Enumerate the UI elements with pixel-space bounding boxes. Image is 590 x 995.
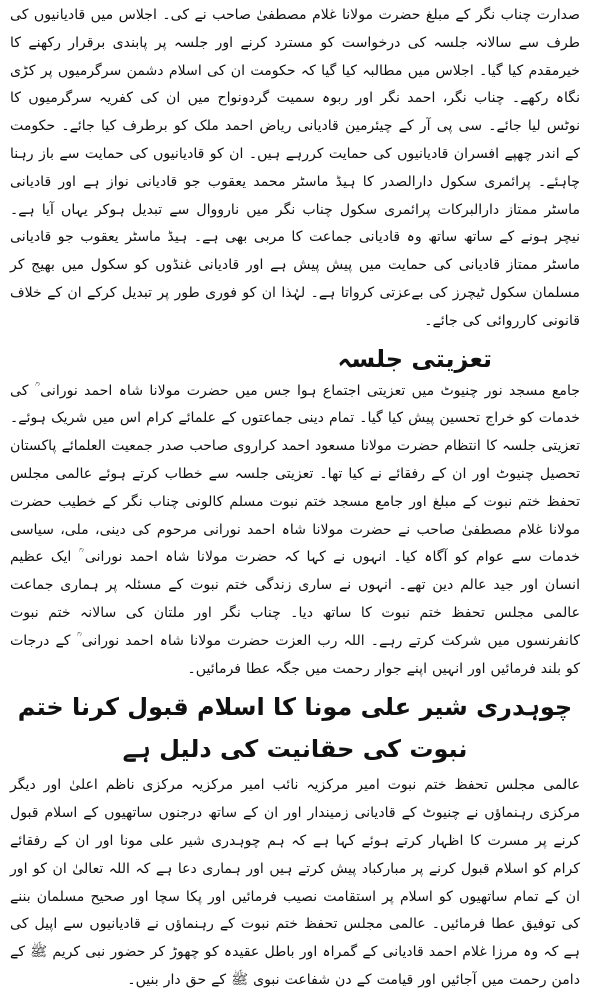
section-heading-conversion: چوہدری شیر علی مونا کا اسلام قبول کرنا ختم نبوت کی حقانیت کی دلیل ہے xyxy=(17,693,573,764)
article-paragraph-2: جامع مسجد نور چنیوٹ میں تعزیتی اجتماع ہوا جس میں حضرت مولانا شاہ احمد نورانی ؒ کی خدمات کو خراج تحسین پیش کیا گیا۔ تمام دینی جماعتوں کے علمائے کرام اس میں شریک ہوئے۔ تعزیتی جلسہ کا انتظام حضرت مولانا مسعود احمد کراروی صاحب صدر جمعیت العلمائے پاکستان تحصیل چنیوٹ اور ان کے رفقائے نے کیا تھا۔ تعزیتی جلسہ سے خطاب کرتے ہوئے عالمی مجلس تحفظ ختم نبوت کے مبلغ اور جامع مسجد ختم نبوت مسلم کالونی چناب نگر کے خطیب حضرت مولانا غلام مصطفیٰ صاحب نے حضرت مولانا شاہ احمد نورانی مرحوم کی دینی، ملی، سیاسی خدمات سے عوام کو آگاہ کیا۔ انہوں نے کہا کہ حضرت مولانا شاہ احمد نورانی ؒ ایک عظیم انسان اور جید عالم دین تھے۔ انہوں نے ساری زندگی ختم نبوت کے مسئلہ پر ہماری جماعت عالمی مجلس تحفظ ختم نبوت کا ساتھ دیا۔ چناب نگر اور ملتان کی سالانہ ختم نبوت کانفرنسوں میں شرکت کرتے رہے۔ اللہ رب العزت حضرت مولانا شاہ احمد نورانی ؒ کے درجات کو بلند فرمائیں اور انہیں اپنے جوار رحمت میں جگہ عطا فرمائیں۔ xyxy=(10,382,580,677)
article-paragraph-1: صدارت چناب نگر کے مبلغ حضرت مولانا غلام مصطفیٰ صاحب نے کی۔ اجلاس میں قادیانیوں کی طرف سے سالانہ جلسہ کی درخواست کو مسترد کرنے اور جلسہ پر پابندی برقرار رکھنے کا خیرمقدم کیا گیا۔ اجلاس میں مطالبہ کیا گیا کہ حکومت ان کی اسلام دشمن سرگرمیوں پر کڑی نگاہ رکھے۔ چناب نگر، احمد نگر اور ربوہ سمیت گردونواح میں ان کی کفریہ سرگرمیوں کا نوٹس لیا جائے۔ سی پی آر کے چیئرمین قادیانی ریاض احمد ملک کو برطرف کیا جائے۔ حکومت کے اندر چھپے افسران قادیانیوں کی حمایت کررہے ہیں۔ ان کو قادیانیوں کی حمایت سے باز رہنا چاہئے۔ پرائمری سکول دارالصدر کا ہیڈ ماسٹر محمد یعقوب جو قادیانی نواز ہے اور قادیانی ماسٹر ممتاز دارالبرکات پرائمری سکول چناب نگر میں نارووال سے تبدیل ہوکر یہاں آیا ہے۔ نیچر ہونے کے ساتھ ساتھ وہ قادیانی جماعت کا مربی بھی ہے۔ ہیڈ ماسٹر یعقوب جو قادیانی ماسٹر ممتاز قادیانی کی حمایت میں پیش پیش ہے اور قادیانی غنڈوں کو سکول میں بھیج کر مسلمان سکول ٹیچرز کی بےعزتی کرواتا ہے۔ لہٰذا ان کو فوری طور پر تبدیل کرکے ان کے خلاف قانونی کارروائی کی جائے۔ xyxy=(10,7,580,329)
article-paragraph-3: عالمی مجلس تحفظ ختم نبوت امیر مرکزیہ نائب امیر مرکزیہ مرکزی ناظم اعلیٰ اور دیگر مرکزی رہنماؤں نے چنیوٹ کے قادیانی زمیندار اور ان کے ساتھ درجنوں ساتھیوں کے اسلام قبول کرنے پر مسرت کا اظہار کرتے ہوئے کہا ہے کہ ہم چوہدری شیر علی مونا اور ان کے رفقائے کرام کو اسلام قبول کرنے پر مبارکباد پیش کرتے ہیں اور ہماری دعا ہے کہ اللہ تعالیٰ ان کو اور ان کے تمام ساتھیوں کو اسلام پر استقامت نصیب فرمائیں اور پکا سچا اور صحیح مسلمان بننے کی توفیق عطا فرمائیں۔ عالمی مجلس تحفظ ختم نبوت کے رہنماؤں نے قادیانیوں سے اپیل کی ہے کہ وہ مرزا غلام احمد قادیانی کے گمراہ اور باطل عقیدہ کو چھوڑ کر حضور نبی کریم ﷺ کے دامن رحمت میں آجائیں اور قیامت کے دن شفاعت نبوی ﷺ کے حق دار بنیں۔ xyxy=(10,777,580,988)
section-heading-condolence: تعزیتی جلسہ xyxy=(337,344,492,373)
